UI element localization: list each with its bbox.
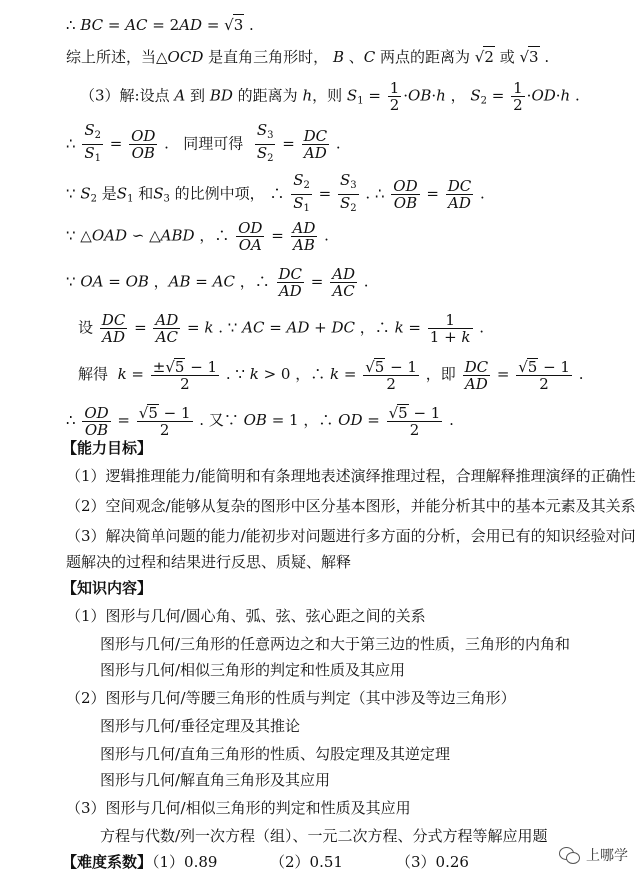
math-line-1: ∴ BC = AC = 2AD = √3 . — [66, 16, 254, 34]
knowledge-item-2c: 图形与几何/解直角三角形及其应用 — [100, 771, 331, 789]
difficulty-3: （3）0.26 — [396, 853, 469, 871]
knowledge-item-2: （2）图形与几何/等腰三角形的性质与判定（其中涉及等边三角形） — [66, 689, 516, 707]
knowledge-title: 【知识内容】 — [62, 579, 153, 597]
knowledge-item-1: （1）图形与几何/圆心角、弧、弦、弦心距之间的关系 — [66, 607, 426, 625]
math-line-10: ∴ $\frac{OD}{OB}$ = $\frac{√5 - 1}{2}$ . 又∵ OB = 1 ，∴ OD = $\frac{√5 - 1}{2}$ . — [66, 403, 454, 439]
knowledge-item-1b: 图形与几何/相似三角形的判定和性质及其应用 — [100, 661, 406, 679]
ability-item-1: （1）逻辑推理能力/能简明和有条理地表述演绎推理过程，合理解释推理演绎的正确性 — [66, 467, 636, 485]
math-line-6: ∵ △OAD ∽ △ABD ，∴ $\frac{OD}{OA}$ = $\frac{AD}{AB}$ . — [66, 219, 329, 254]
wechat-icon — [559, 846, 581, 864]
math-line-3: （3）解:设点 A 到 BD 的距离为 h，则 $S_1$ = $\frac{1}{2}$ ·OB·h ， $S_2$ = $\frac{1}{2}$ ·OD·h . — [80, 79, 580, 114]
watermark — [559, 845, 628, 865]
knowledge-item-1a: 图形与几何/三角形的任意两边之和大于第三边的性质，三角形的内角和 — [100, 635, 571, 653]
ability-title: 【能力目标】 — [62, 439, 153, 457]
difficulty-2: （2）0.51 — [270, 853, 343, 871]
math-line-2: 综上所述，当△OCD 是直角三角形时， B 、C 两点的距离为 √2 或 √3 . — [66, 48, 550, 66]
ability-item-3-cont: 题解决的过程和结果进行反思、质疑、解释 — [66, 553, 352, 571]
knowledge-item-3a: 方程与代数/列一次方程（组）、一元二次方程、分式方程等解应用题 — [100, 827, 548, 845]
math-line-8: 设 $\frac{DC}{AD}$ = $\frac{AD}{AC}$ = k . ∵ AC = AD + DC ，∴ k = $\frac{1}{1 + k}$ . — [78, 311, 485, 346]
ability-item-2: （2）空间观念/能够从复杂的图形中区分基本图形，并能分析其中的基本元素及其关系 — [66, 497, 636, 515]
knowledge-item-2b: 图形与几何/直角三角形的性质、勾股定理及其逆定理 — [100, 745, 451, 763]
math-line-5: ∵ $S_2$ 是$S_1$ 和$S_3$ 的比例中项， ∴ $\frac{S_2}{S_1}$ = $\frac{S_3}{S_2}$ . ∴ $\frac{OD}{OB}$ = $\frac{DC}{AD}$ . — [66, 171, 485, 214]
difficulty-line — [62, 852, 217, 872]
ability-item-3: （3）解决简单问题的能力/能初步对问题进行多方面的分析，会用已有的知识经验对问 — [66, 527, 636, 545]
watermark-text: 上哪学 — [586, 848, 628, 864]
math-line-9: 解得 k = $\frac{\pm√5 - 1}{2}$ . ∵ k > 0 ，∴ k = $\frac{√5 - 1}{2}$ ，即 $\frac{DC}{AD}$ = $\frac{√5 - 1}{2}$ . — [78, 357, 584, 393]
knowledge-item-2a: 图形与几何/垂径定理及其推论 — [100, 717, 301, 735]
math-line-7: ∵ OA = OB ，AB = AC ，∴ $\frac{DC}{AD}$ = $\frac{AD}{AC}$ . — [66, 265, 369, 300]
difficulty-1: （1）0.89 — [152, 853, 218, 871]
math-line-4: ∴ $\frac{S_2}{S_1}$ = $\frac{OD}{OB}$ . 同理可得 $\frac{S_3}{S_2}$ = $\frac{DC}{AD}$ . — [66, 121, 341, 164]
knowledge-item-3: （3）图形与几何/相似三角形的判定和性质及其应用 — [66, 799, 411, 817]
difficulty-title: 【难度系数】 — [62, 853, 153, 871]
